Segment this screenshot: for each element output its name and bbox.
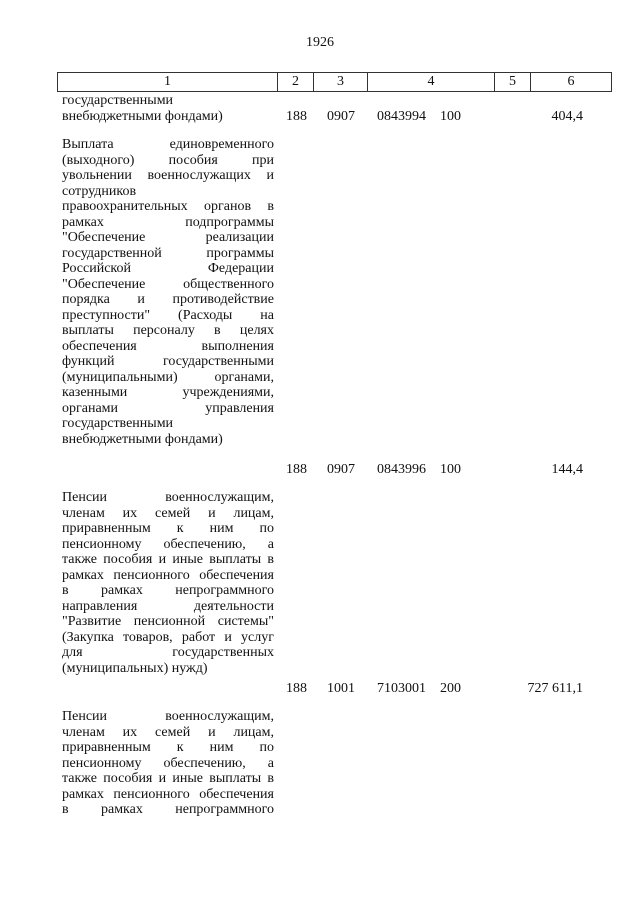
row-line: также пособия и иные выплаты в [62, 771, 274, 786]
row-line: членам их семей и лицам, [62, 505, 274, 521]
row-line: Пенсии военнослужащим, [62, 709, 274, 724]
cell-col-2: 188 [286, 108, 307, 124]
row-line: пенсионному обеспечению, а [62, 755, 274, 771]
row-line: рамках пенсионного обеспечения [62, 567, 274, 583]
header-col-3: 3 [314, 73, 368, 91]
row-line: внебюджетными фондами) [62, 431, 223, 447]
row-line: внебюджетными фондами) [62, 108, 223, 124]
cell-col-6: 404,4 [551, 108, 583, 124]
row-line: (выходного) пособия при [62, 152, 274, 168]
row-line: также пособия и иные выплаты в [62, 552, 274, 567]
table-header [57, 72, 612, 92]
row-line: (муниципальными) органами, [62, 369, 274, 385]
row-line: членам их семей и лицам, [62, 724, 274, 740]
row-line: выплаты персоналу в целях [62, 323, 274, 338]
row-line: сотрудников [62, 183, 137, 199]
row-line: государственной программы [62, 245, 274, 261]
cell-col-5: 200 [440, 680, 461, 696]
row-line: приравненным к ним по [62, 521, 274, 536]
cell-col-3: 1001 [327, 680, 355, 696]
cell-col-4: 0843994 [377, 108, 426, 124]
table-row-description [62, 93, 274, 124]
row-line: Пенсии военнослужащим, [62, 490, 274, 505]
cell-col-6: 144,4 [551, 461, 583, 477]
table-row-description [62, 490, 274, 676]
row-line: Российской Федерации [62, 261, 274, 276]
table-row-description [62, 137, 274, 447]
row-line: преступности" (Расходы на [62, 307, 274, 323]
cell-col-3: 0907 [327, 461, 355, 477]
header-col-5: 5 [495, 73, 531, 91]
cell-col-5: 100 [440, 461, 461, 477]
row-line: государственными [62, 93, 174, 108]
row-line: пенсионному обеспечению, а [62, 536, 274, 552]
row-line: приравненным к ним по [62, 740, 274, 755]
cell-col-3: 0907 [327, 108, 355, 124]
row-line: увольнении военнослужащих и [62, 168, 274, 183]
row-line: правоохранительных органов в [62, 199, 274, 214]
row-line: органами управления [62, 400, 274, 416]
table-row-description [62, 709, 274, 818]
row-line: "Обеспечение реализации [62, 230, 274, 245]
row-line: рамках подпрограммы [62, 214, 274, 230]
row-line: порядка и противодействие [62, 292, 274, 307]
row-line: Выплата единовременного [62, 137, 274, 152]
row-line: (Закупка товаров, работ и услуг [62, 629, 274, 645]
cell-col-2: 188 [286, 680, 307, 696]
row-line: (муниципальных) нужд) [62, 660, 208, 676]
row-line: казенными учреждениями, [62, 385, 274, 400]
row-line: "Развитие пенсионной системы" [62, 614, 274, 629]
row-line: "Обеспечение общественного [62, 276, 274, 292]
page-number: 1926 [306, 35, 334, 50]
row-line: государственными [62, 416, 174, 431]
cell-col-4: 0843996 [377, 461, 426, 477]
cell-col-5: 100 [440, 108, 461, 124]
row-line: для государственных [62, 645, 274, 660]
row-line: функций государственными [62, 354, 274, 369]
row-line: рамках пенсионного обеспечения [62, 786, 274, 802]
row-line: обеспечения выполнения [62, 338, 274, 354]
header-col-2: 2 [278, 73, 314, 91]
row-line: направления деятельности [62, 598, 274, 614]
cell-col-4: 7103001 [377, 680, 426, 696]
cell-col-2: 188 [286, 461, 307, 477]
row-line: в рамках непрограммного [62, 583, 274, 598]
header-col-4: 4 [368, 73, 495, 91]
row-line: в рамках непрограммного [62, 802, 274, 817]
header-col-1: 1 [58, 73, 278, 91]
cell-col-6: 727 611,1 [527, 680, 583, 696]
header-col-6: 6 [567, 74, 575, 89]
